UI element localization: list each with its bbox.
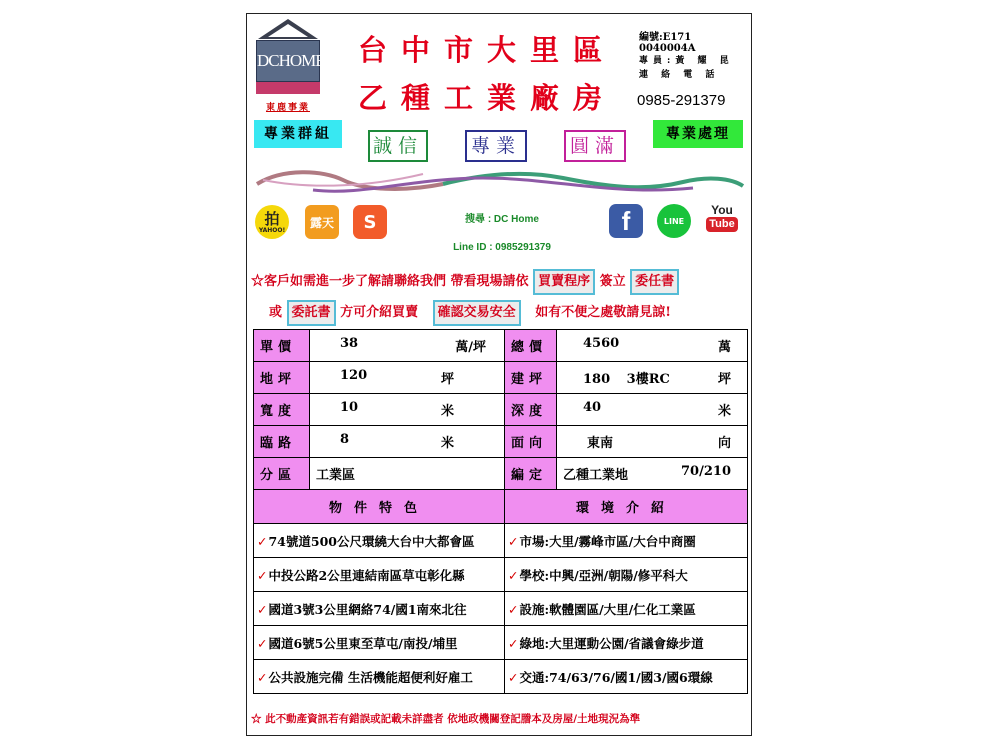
land-area-value: 120 xyxy=(340,368,368,383)
slogan-integrity: 誠信 xyxy=(368,130,428,162)
feature-text: 公共設施完備 生活機能超便利好雇工 xyxy=(268,669,473,685)
facing-unit: 向 xyxy=(717,436,731,451)
total-price-unit: 萬 xyxy=(717,340,731,355)
check-icon: ✓ xyxy=(257,601,268,617)
phone-number[interactable]: 0985-291379 xyxy=(637,92,726,109)
facing-label: 面向 xyxy=(505,426,557,458)
disclaimer: ☆ 此不動產資訊若有錯誤或記載未詳盡者 依地政機關登記謄本及房屋/土地現況為準 xyxy=(251,713,641,725)
facebook-icon[interactable] xyxy=(609,204,643,238)
yahoo-label: 拍 xyxy=(264,209,280,228)
road-unit: 米 xyxy=(440,436,454,451)
depth-label: 深度 xyxy=(505,394,557,426)
logo-caption: 東鹿事業 xyxy=(265,103,310,113)
environment-text: 市場:大里/霧峰市區/大台中商圈 xyxy=(519,533,696,549)
spec-row-zoning xyxy=(254,458,748,490)
facebook-label: f xyxy=(621,205,631,236)
yahoo-auction-icon[interactable] xyxy=(255,205,289,239)
youtube-icon[interactable] xyxy=(704,203,740,239)
agent-name: 專員:黃 耀 昆 xyxy=(639,56,734,66)
environment-item xyxy=(505,558,748,592)
environment-text: 綠地:大里運動公園/省議會綠步道 xyxy=(519,635,704,651)
environment-text: 學校:中興/亞洲/朝陽/修平科大 xyxy=(519,567,688,583)
section-header-row xyxy=(254,490,748,524)
feature-item xyxy=(254,660,505,694)
width-value: 10 xyxy=(340,400,359,415)
tag-professional-handling: 專業處理 xyxy=(653,120,743,148)
check-icon: ✓ xyxy=(257,533,268,549)
road-label: 臨路 xyxy=(254,426,310,458)
title-location: 台中市大里區 xyxy=(357,33,616,67)
land-area-unit: 坪 xyxy=(440,372,454,387)
environment-header: 環境介紹 xyxy=(505,490,748,524)
check-icon: ✓ xyxy=(257,567,268,583)
title-type: 乙種工業廠房 xyxy=(357,81,616,115)
width-unit: 米 xyxy=(440,404,454,419)
check-icon: ✓ xyxy=(257,635,268,651)
notice-line-1 xyxy=(251,269,679,295)
unit-price-cell xyxy=(310,330,505,362)
feature-item xyxy=(254,524,505,558)
chip-commission[interactable]: 委任書 xyxy=(630,269,679,295)
zone-value: 工業區 xyxy=(310,458,505,490)
check-icon: ✓ xyxy=(508,635,519,651)
designation-ratio: 70/210 xyxy=(681,464,731,479)
notice-intro-sale: 方可介紹買賣 xyxy=(340,305,419,320)
ruten-icon[interactable] xyxy=(305,205,339,239)
road-value: 8 xyxy=(340,432,350,447)
check-icon: ✓ xyxy=(257,669,268,685)
building-area-label: 建坪 xyxy=(505,362,557,394)
building-area-value: 180 xyxy=(583,372,611,387)
notice-sign: 簽立 xyxy=(599,274,626,289)
slogan-professional: 專業 xyxy=(465,130,527,162)
youtube-label-top: You xyxy=(711,203,733,217)
environment-item xyxy=(505,592,748,626)
building-area-unit: 坪 xyxy=(717,372,731,387)
feature-item xyxy=(254,592,505,626)
property-flyer xyxy=(246,13,752,736)
logo: DCHOME xyxy=(256,40,320,82)
tag-professional-group: 專業群組 xyxy=(254,120,342,148)
feature-text: 中投公路2公里連結南區草屯彰化縣 xyxy=(268,567,465,583)
designation-label: 編定 xyxy=(505,458,557,490)
land-area-label: 地坪 xyxy=(254,362,310,394)
contact-label: 連 絡 電 話 xyxy=(639,70,720,80)
notice-line-2 xyxy=(269,300,671,326)
feature-row xyxy=(254,524,748,558)
feature-text: 國道3號3公里網絡74/國1南來北往 xyxy=(268,601,467,617)
environment-item xyxy=(505,626,748,660)
check-icon: ✓ xyxy=(508,567,519,583)
road-cell xyxy=(310,426,505,458)
feature-text: 74號道500公尺環繞大台中大都會區 xyxy=(268,533,475,549)
width-label: 寬度 xyxy=(254,394,310,426)
width-cell xyxy=(310,394,505,426)
features-header: 物件特色 xyxy=(254,490,505,524)
facing-cell xyxy=(557,426,748,458)
chip-buy-process[interactable]: 買賣程序 xyxy=(533,269,595,295)
slogan-complete: 圓滿 xyxy=(564,130,626,162)
decorative-swirl xyxy=(253,166,747,198)
designation-value: 乙種工業地 xyxy=(563,468,629,483)
check-icon: ✓ xyxy=(508,533,519,549)
shopee-icon[interactable] xyxy=(353,205,387,239)
feature-row xyxy=(254,626,748,660)
building-note: 3樓RC xyxy=(626,372,670,387)
spec-row-road xyxy=(254,426,748,458)
feature-row xyxy=(254,592,748,626)
notice-intro: ☆客戶如需進一步了解請聯絡我們 帶看現場請依 xyxy=(251,274,529,289)
youtube-label-bottom: Tube xyxy=(706,217,737,232)
shopee-label: S xyxy=(363,211,377,233)
feature-text: 國道6號5公里東至草屯/南投/埔里 xyxy=(268,635,458,651)
search-text: 搜尋 : DC Home xyxy=(465,214,539,225)
total-price-value: 4560 xyxy=(583,336,620,351)
environment-item xyxy=(505,660,748,694)
unit-price-value: 38 xyxy=(340,336,359,351)
line-icon[interactable] xyxy=(657,204,691,238)
feature-row xyxy=(254,660,748,694)
unit-price-label: 單價 xyxy=(254,330,310,362)
listing-code: 編號:E171 0040004A xyxy=(639,32,696,54)
spec-row-price xyxy=(254,330,748,362)
building-area-cell xyxy=(557,362,748,394)
depth-cell xyxy=(557,394,748,426)
land-area-cell xyxy=(310,362,505,394)
total-price-label: 總價 xyxy=(505,330,557,362)
depth-value: 40 xyxy=(583,400,602,415)
feature-item xyxy=(254,558,505,592)
facing-value: 東南 xyxy=(587,436,614,451)
logo-bar xyxy=(256,82,320,94)
environment-text: 設施:軟體園區/大里/仁化工業區 xyxy=(519,601,696,617)
line-label: LINE xyxy=(663,216,685,226)
total-price-cell xyxy=(557,330,748,362)
line-id: Line ID : 0985291379 xyxy=(453,242,551,253)
environment-text: 交通:74/63/76/國1/國3/國6環線 xyxy=(519,669,713,685)
check-icon: ✓ xyxy=(508,601,519,617)
depth-unit: 米 xyxy=(717,404,731,419)
property-table xyxy=(253,329,748,694)
spec-row-dimensions xyxy=(254,394,748,426)
yahoo-sub: YAHOO! xyxy=(258,226,286,234)
environment-item xyxy=(505,524,748,558)
house-roof-icon xyxy=(256,18,320,40)
notice-apology: 如有不便之處敬請見諒! xyxy=(535,305,671,320)
zone-label: 分區 xyxy=(254,458,310,490)
notice-or: 或 xyxy=(269,305,283,320)
unit-price-unit: 萬/坪 xyxy=(455,340,486,355)
ruten-label: 露天 xyxy=(309,215,334,230)
feature-row xyxy=(254,558,748,592)
chip-safe-transaction[interactable]: 確認交易安全 xyxy=(433,300,521,326)
chip-entrust[interactable]: 委託書 xyxy=(287,300,336,326)
feature-item xyxy=(254,626,505,660)
spec-row-area xyxy=(254,362,748,394)
designation-cell xyxy=(557,458,748,490)
check-icon: ✓ xyxy=(508,669,519,685)
agent-info xyxy=(639,54,734,82)
